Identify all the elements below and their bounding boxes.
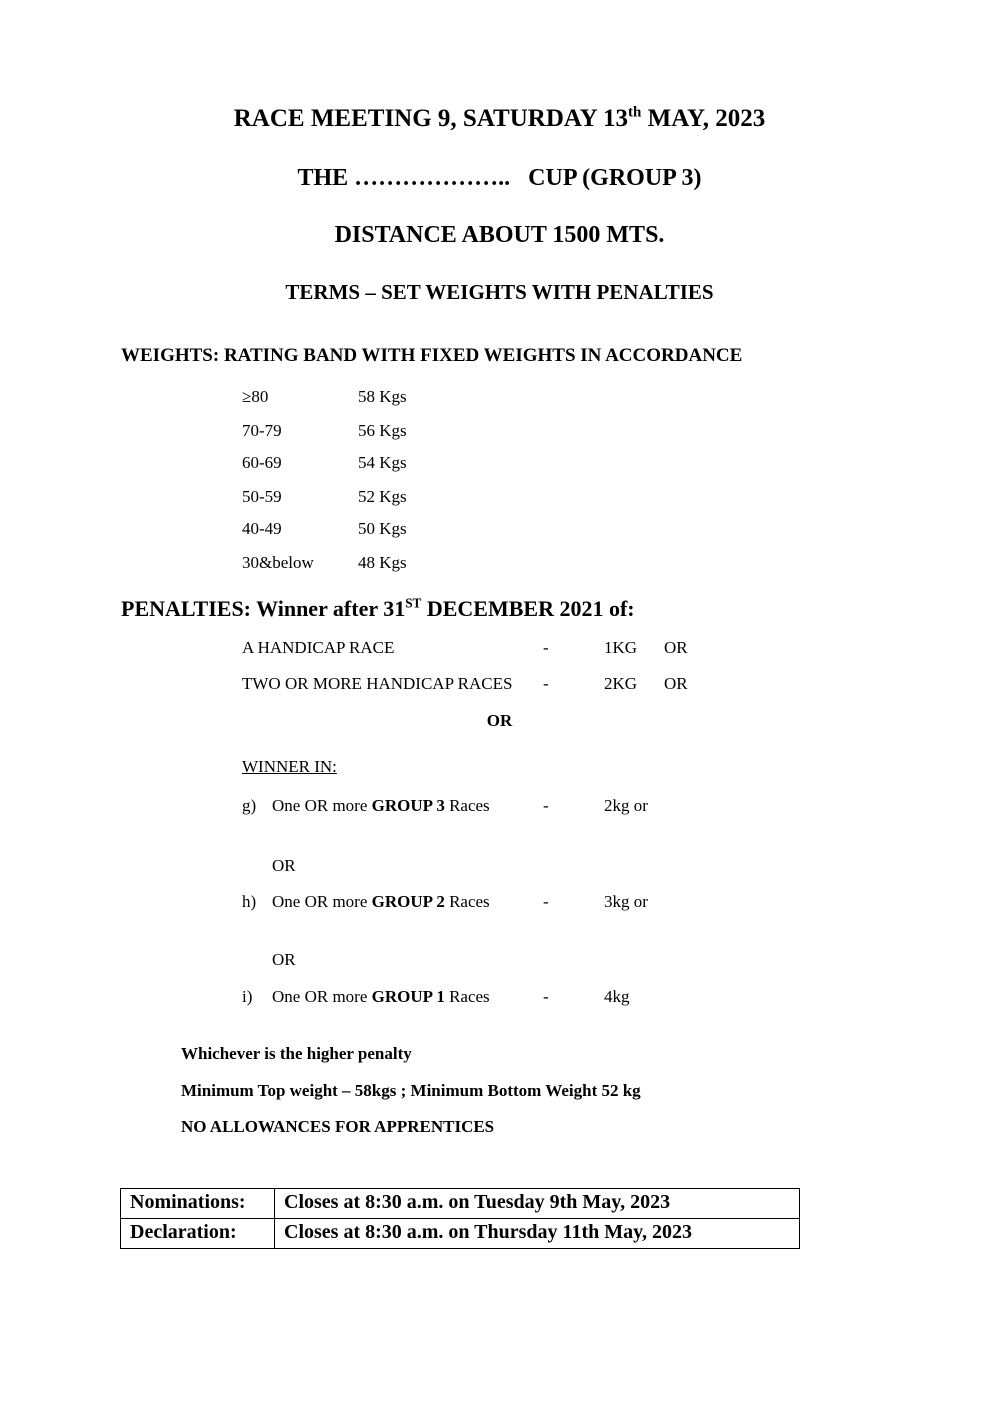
band-weight: 54 Kgs bbox=[358, 453, 407, 472]
band-weight: 52 Kgs bbox=[358, 487, 407, 506]
minimum-weights-note: Minimum Top weight – 58kgs ; Minimum Bottom Weight 52 kg bbox=[181, 1081, 641, 1100]
handicap-or: OR bbox=[664, 638, 688, 657]
rating-band: 50-59 bbox=[242, 487, 282, 506]
group-post: Races bbox=[444, 892, 490, 911]
penalties-heading bbox=[121, 596, 635, 622]
distance-heading: DISTANCE ABOUT 1500 MTS. bbox=[334, 222, 665, 248]
group-letter: g) bbox=[242, 796, 257, 815]
closing-value: Closes at 8:30 a.m. on Tuesday 9th May, 2023 bbox=[275, 1189, 800, 1219]
penalties-heading-superscript: ST bbox=[405, 595, 422, 611]
rating-band: 30&below bbox=[242, 553, 314, 572]
rating-band: ≥80 bbox=[242, 387, 269, 406]
group-name: GROUP 3 bbox=[371, 796, 445, 815]
rating-band: 70-79 bbox=[242, 421, 282, 440]
closing-key: Nominations: bbox=[121, 1189, 275, 1219]
handicap-dash: - bbox=[543, 638, 549, 657]
meeting-title-superscript: th bbox=[628, 104, 642, 121]
closing-value: Closes at 8:30 a.m. on Thursday 11th May, 2023 bbox=[275, 1219, 800, 1249]
handicap-dash: - bbox=[543, 674, 549, 693]
group-post: Races bbox=[444, 987, 490, 1006]
group-description bbox=[272, 987, 490, 1007]
group-kg: 2kg or bbox=[604, 796, 648, 815]
group-description bbox=[272, 892, 490, 912]
meeting-title-date: MAY, 2023 bbox=[641, 105, 766, 132]
winner-in-heading: WINNER IN: bbox=[242, 757, 337, 776]
group-pre: One OR more bbox=[272, 892, 372, 911]
band-weight: 56 Kgs bbox=[358, 421, 407, 440]
rating-band: 40-49 bbox=[242, 519, 282, 538]
handicap-label: TWO OR MORE HANDICAP RACES bbox=[242, 674, 513, 693]
allowances-note: NO ALLOWANCES FOR APPRENTICES bbox=[181, 1117, 495, 1136]
penalties-heading-date: DECEMBER 2021 of: bbox=[421, 596, 635, 621]
cup-title: THE ……………….. CUP (GROUP 3) bbox=[297, 165, 702, 191]
table-row bbox=[121, 1189, 800, 1219]
group-post: Races bbox=[444, 796, 490, 815]
rating-band: 60-69 bbox=[242, 453, 282, 472]
meeting-title bbox=[0, 105, 999, 133]
higher-penalty-note: Whichever is the higher penalty bbox=[181, 1044, 412, 1063]
closing-key: Declaration: bbox=[121, 1219, 275, 1249]
weights-heading: WEIGHTS: RATING BAND WITH FIXED WEIGHTS IN ACCORDANCE bbox=[121, 345, 743, 366]
terms-heading: TERMS – SET WEIGHTS WITH PENALTIES bbox=[285, 280, 714, 304]
handicap-or: OR bbox=[664, 674, 688, 693]
band-weight: 48 Kgs bbox=[358, 553, 407, 572]
handicap-label: A HANDICAP RACE bbox=[242, 638, 395, 657]
closing-dates-table bbox=[120, 1188, 800, 1249]
group-letter: h) bbox=[242, 892, 257, 911]
band-weight: 50 Kgs bbox=[358, 519, 407, 538]
group-name: GROUP 1 bbox=[371, 987, 445, 1006]
group-dash: - bbox=[543, 892, 549, 911]
group-dash: - bbox=[543, 796, 549, 815]
group-pre: One OR more bbox=[272, 987, 372, 1006]
band-weight: 58 Kgs bbox=[358, 387, 407, 406]
group-name: GROUP 2 bbox=[371, 892, 445, 911]
group-description bbox=[272, 796, 490, 816]
or-separator: OR bbox=[486, 711, 513, 730]
handicap-kg: 2KG bbox=[604, 674, 638, 693]
group-letter: i) bbox=[242, 987, 253, 1006]
group-kg: 4kg bbox=[604, 987, 630, 1006]
meeting-title-text: RACE MEETING 9, SATURDAY 13 bbox=[233, 105, 629, 132]
table-row bbox=[121, 1219, 800, 1249]
group-pre: One OR more bbox=[272, 796, 372, 815]
penalties-heading-text: PENALTIES: Winner after 31 bbox=[121, 596, 406, 621]
group-or: OR bbox=[272, 950, 296, 969]
group-kg: 3kg or bbox=[604, 892, 648, 911]
group-or: OR bbox=[272, 856, 296, 875]
handicap-kg: 1KG bbox=[604, 638, 638, 657]
group-dash: - bbox=[543, 987, 549, 1006]
